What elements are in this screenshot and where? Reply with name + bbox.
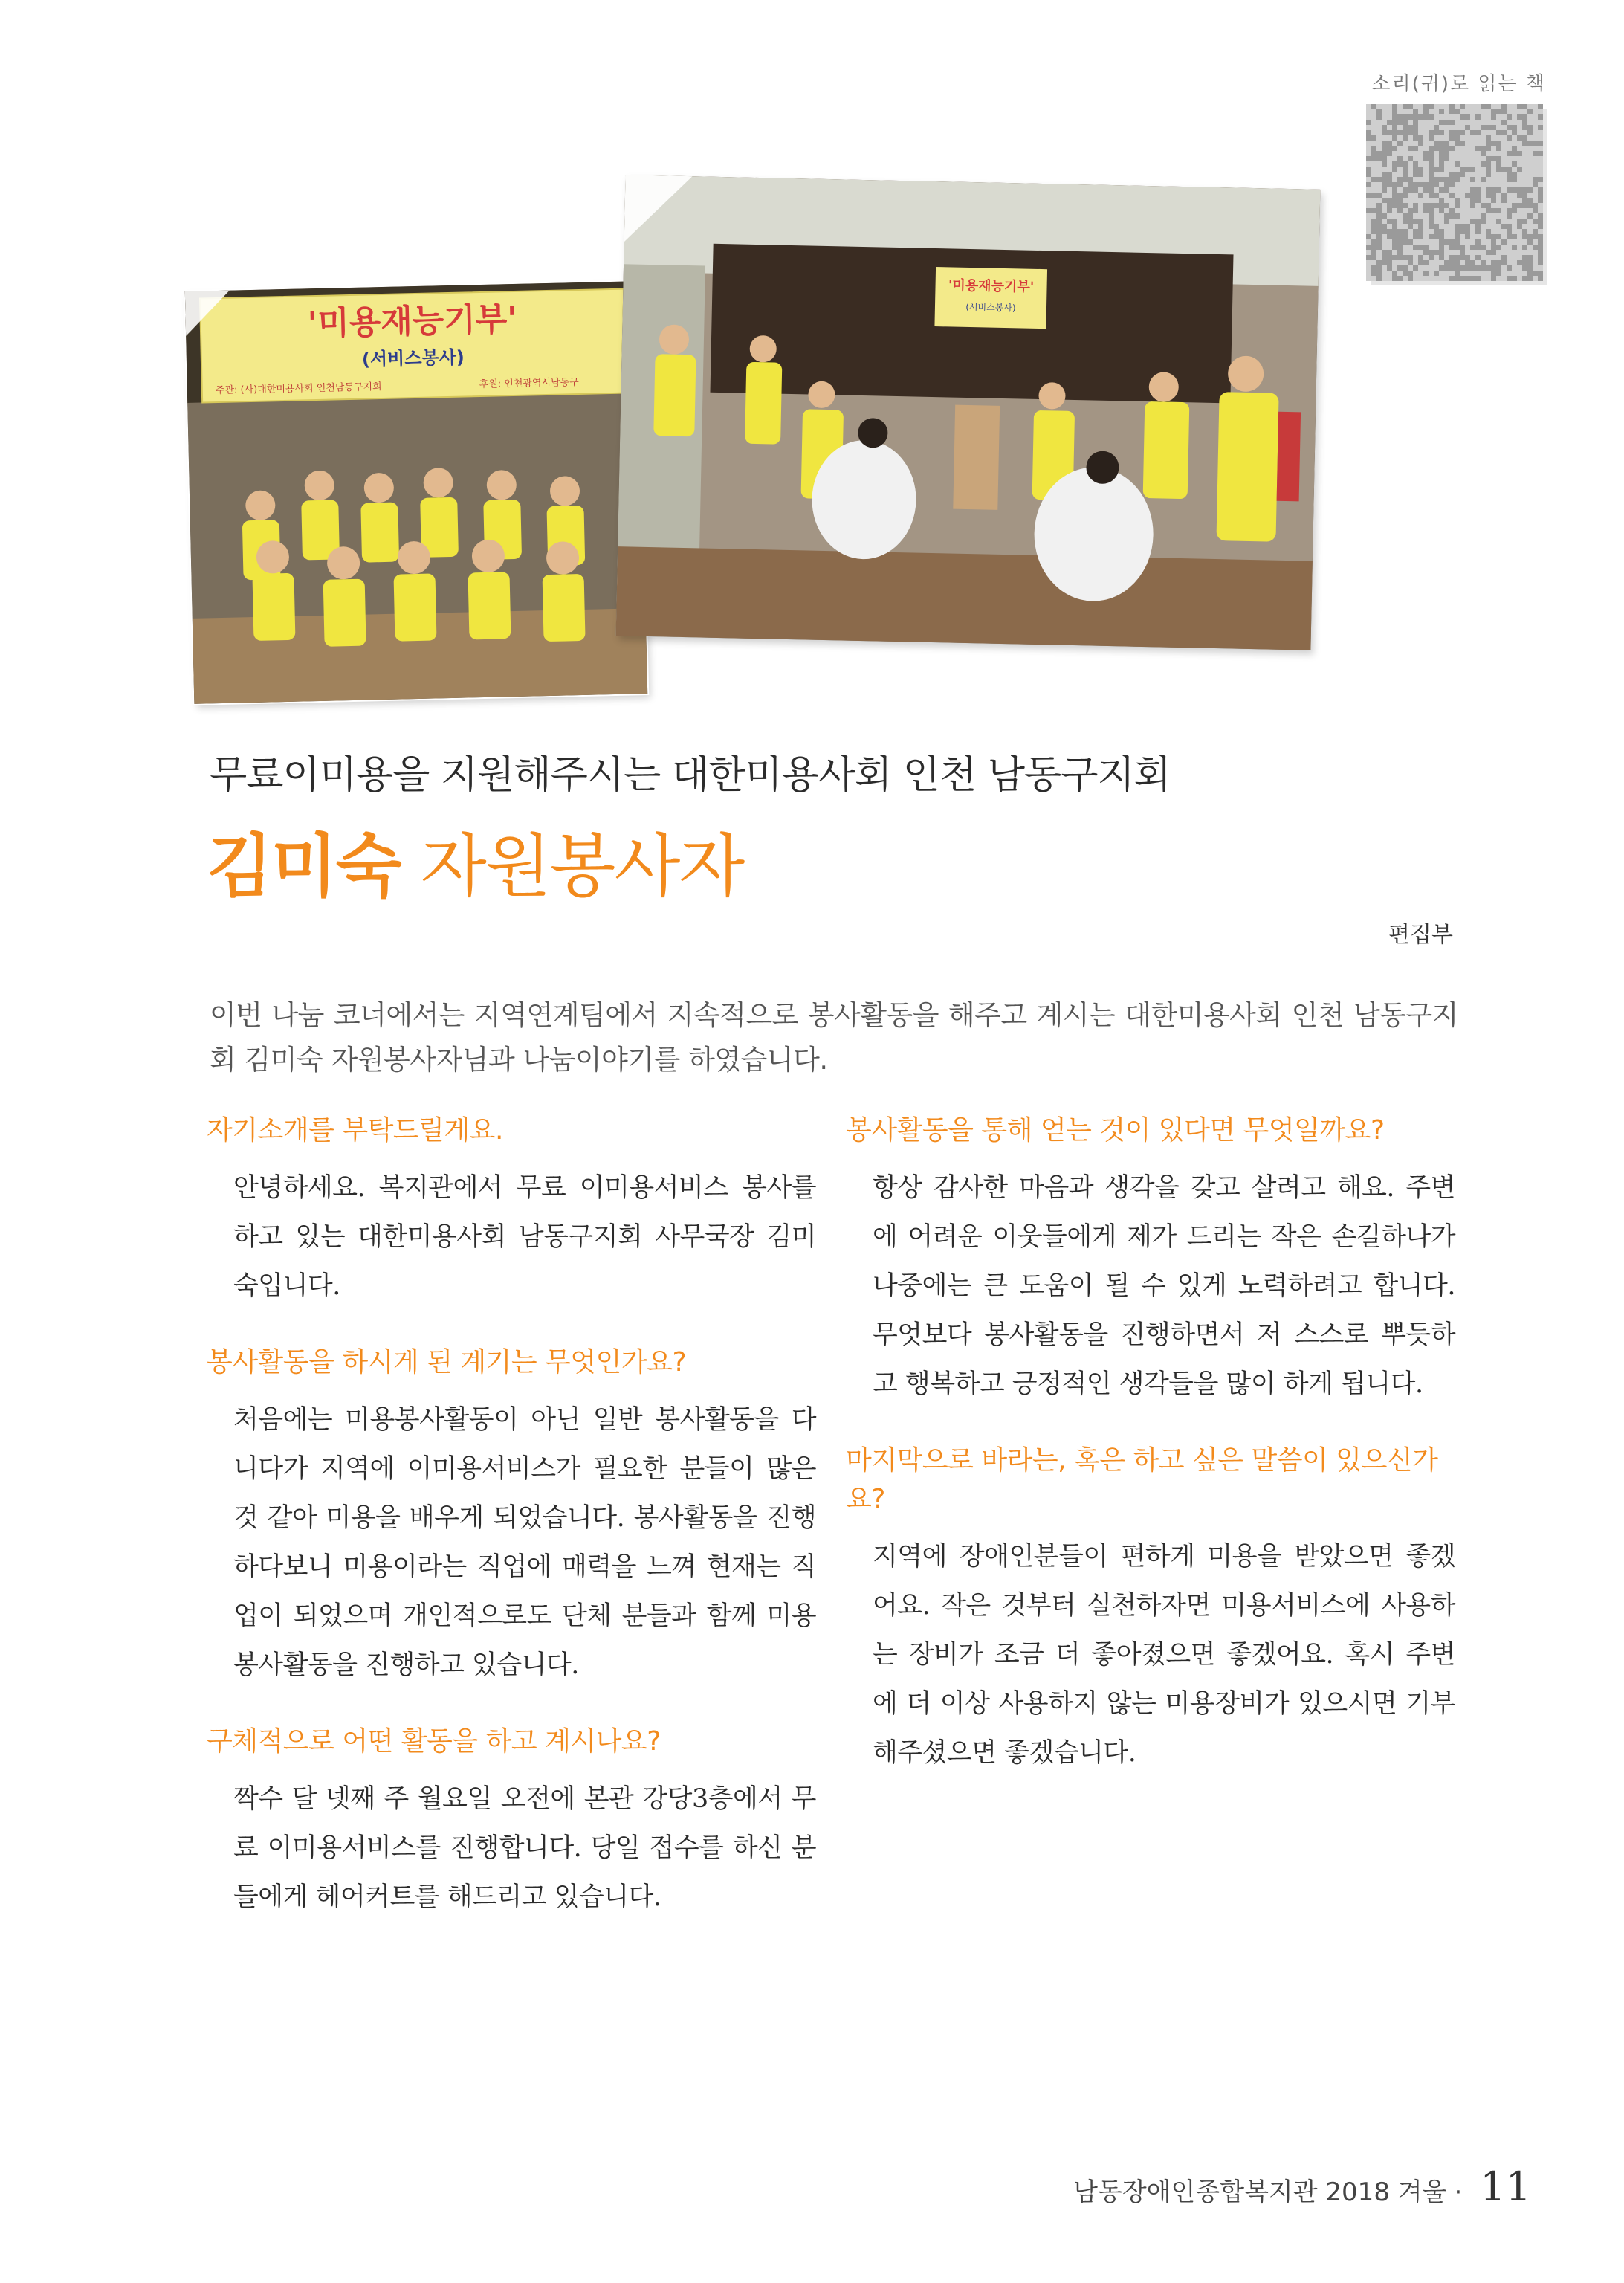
group-photo: [185, 281, 647, 704]
footer-publication: 남동장애인종합복지관 2018: [1073, 2177, 1390, 2207]
audio-book-label: 소리(귀)로 읽는 책: [1371, 73, 1546, 95]
page-footer: [922, 2163, 1531, 2210]
question: 봉사활동을 하시게 된 계기는 무엇인가요?: [207, 1347, 687, 1378]
answer: 항상 감사한 마음과 생각을 갖고 살려고 해요. 주변에 어려운 이웃들에게 제가 드리는 작은 손길하나가 나중에는 큰 도움이 될 수 있게 노력하려고 합니다. 무엇보다 봉사활동을 진행하면서 저 스스로 뿌듯하고 행복하고 긍정적인 생각들을 많이 하게 됩니다.: [873, 1173, 1455, 1399]
answer: 지역에 장애인분들이 편하게 미용을 받았으면 좋겠어요. 작은 것부터 실천하자면 미용서비스에 사용하는 장비가 조금 더 좋아졌으면 좋겠어요. 혹시 주변에 더 이상 사용하지 않는 미용장비가 있으시면 기부해주셨으면 좋겠습니다.: [873, 1542, 1455, 1768]
answer: 처음에는 미용봉사활동이 아닌 일반 봉사활동을 다니다가 지역에 이미용서비스가 필요한 분들이 많은 것 같아 미용을 배우게 되었습니다. 봉사활동을 진행하다보니 미용이라는 직업에 매력을 느껴 현재는 직업이 되었으며 개인적으로도 단체 분들과 함께 미용봉사활동을 진행하고 있습니다.: [233, 1405, 816, 1680]
article-subtitle: 무료이미용을 지원해주시는 대한미용사회 인천 남동구지회: [210, 753, 1171, 798]
qa-item: [207, 1722, 816, 1922]
haircut-event-photo: [616, 175, 1321, 650]
intro-paragraph: 이번 나눔 코너에서는 지역연계팀에서 지속적으로 봉사활동을 해주고 계시는 대한미용사회 인천 남동구지회 김미숙 자원봉사자님과 나눔이야기를 하였습니다.: [210, 999, 1458, 1076]
qa-item: [207, 1111, 816, 1311]
banner-title: '미용재능기부': [307, 300, 518, 343]
page-number: 11: [1480, 2163, 1531, 2210]
banner-sponsor: 후원: 인천광역시남동구: [479, 377, 579, 391]
footer-separator: ·: [1454, 2177, 1463, 2207]
qa-item: [846, 1111, 1455, 1409]
answer: 안녕하세요. 복지관에서 무료 이미용서비스 봉사를 하고 있는 대한미용사회 남동구지회 사무국장 김미숙입니다.: [233, 1173, 816, 1301]
qa-column-right: [846, 1111, 1455, 1810]
voice-eye-code: [1366, 104, 1543, 281]
question: 구체적으로 어떤 활동을 하고 계시나요?: [207, 1726, 661, 1757]
banner-subtitle: (서비스봉사): [361, 346, 465, 370]
title-role: 자원봉사자: [420, 827, 744, 906]
stage-banner-title: '미용재능기부': [948, 277, 1035, 295]
title-name: 김미숙: [207, 827, 401, 906]
footer-season: 겨울: [1397, 2177, 1447, 2207]
author-credit: 편집부: [1388, 922, 1453, 948]
stage-banner-subtitle: (서비스봉사): [965, 301, 1016, 314]
qa-item: [846, 1441, 1455, 1777]
question: 마지막으로 바라는, 혹은 하고 싶은 말씀이 있으신가요?: [846, 1445, 1438, 1514]
banner-host: 주관: (사)대한미용사회 인천남동구지회: [215, 381, 382, 397]
qa-column-left: [207, 1111, 816, 1954]
question: 자기소개를 부탁드릴게요.: [207, 1115, 503, 1146]
answer: 짝수 달 넷째 주 월요일 오전에 본관 강당3층에서 무료 이미용서비스를 진행합니다. 당일 접수를 하신 분들에게 헤어커트를 해드리고 있습니다.: [233, 1784, 816, 1912]
voice-eye-code-pattern: [1366, 104, 1543, 281]
qa-item: [207, 1343, 816, 1690]
question: 봉사활동을 통해 얻는 것이 있다면 무엇일까요?: [846, 1115, 1385, 1146]
article-title: [207, 812, 743, 910]
